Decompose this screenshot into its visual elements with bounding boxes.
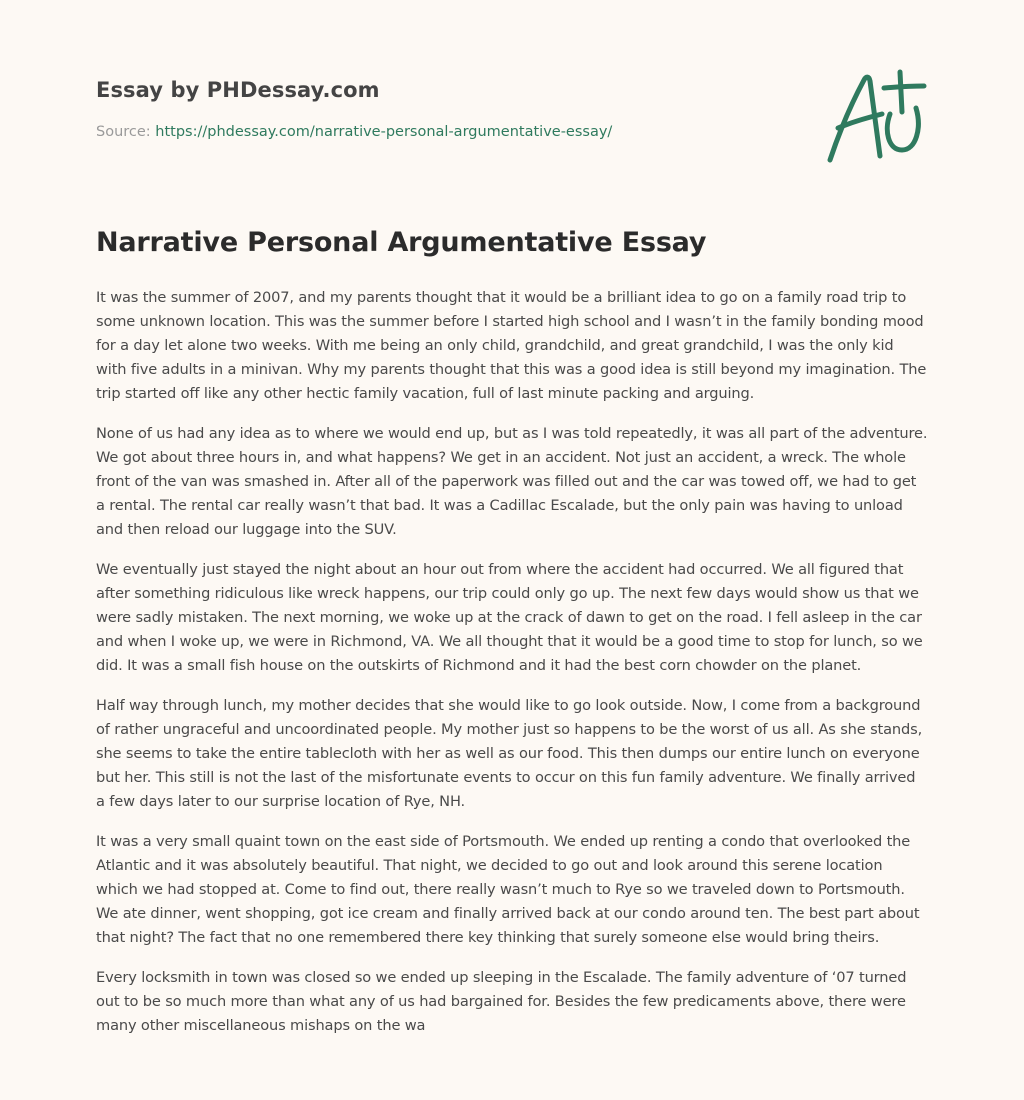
essay-title: Narrative Personal Argumentative Essay — [96, 227, 707, 258]
essay-body — [96, 286, 928, 1090]
a-plus-logo-icon — [820, 64, 930, 168]
essay-paragraph: We eventually just stayed the night about an hour out from where the accident had occurred. We all figured that after something ridiculous like wreck happens, our trip could only go up. The next few days would show us that we were sadly mistaken. The next morning, we woke up at the crack of dawn to get on the road. I fell asleep in the car and when I woke up, we were in Richmond, VA. We all thought that it would be a good time to stop for lunch, so we did. It was a small fish house on the outskirts of Richmond and it had the best corn chowder on the planet. — [96, 561, 923, 674]
essay-paragraph: It was a very small quaint town on the east side of Portsmouth. We ended up renting a condo that overlooked the Atlantic and it was absolutely beautiful. That night, we decided to go out and look around this serene location which we had stopped at. Come to find out, there really wasn’t much to Rye so we traveled down to Portsmouth. We ate dinner, went shopping, got ice cream and finally arrived back at our condo around ten. The best part about that night? The fact that no one remembered there key thinking that surely someone else would bring theirs. — [96, 833, 920, 946]
source-link[interactable]: https://phdessay.com/narrative-personal-argumentative-essay/ — [155, 124, 613, 140]
essay-paragraph: Half way through lunch, my mother decides that she would like to go look outside. Now, I come from a background of rather ungraceful and uncoordinated people. My mother just so happens to be the worst of us all. As she stands, she seems to take the entire tablecloth with her as well as our food. This then dumps our entire lunch on everyone but her. This still is not the last of the misfortunate events to occur on this fun family adventure. We finally arrived a few days later to our surprise location of Rye, NH. — [96, 697, 923, 810]
essay-paragraph: None of us had any idea as to where we would end up, but as I was told repeatedly, it was all part of the adventure. We got about three hours in, and what happens? We get in an accident. Not just an accident, a wreck. The whole front of the van was smashed in. After all of the paperwork was filled out and the car was towed off, we had to get a rental. The rental car really wasn’t that bad. It was a Cadillac Escalade, but the only pain was having to unload and then reload our luggage into the SUV. — [96, 425, 928, 538]
source-line — [96, 124, 612, 140]
site-title: Essay by PHDessay.com — [96, 78, 380, 102]
essay-paragraph: It was the summer of 2007, and my parents thought that it would be a brilliant idea to go on a family road trip to some unknown location. This was the summer before I started high school and I wasn’t in the family bonding mood for a day let alone two weeks. With me being an only child, grandchild, and great grandchild, I was the only kid with five adults in a minivan. Why my parents thought that this was a good idea is still beyond my imagination. The trip started off like any other hectic family vacation, full of last minute packing and arguing. — [96, 289, 927, 402]
essay-paragraph: Every locksmith in town was closed so we ended up sleeping in the Escalade. The family adventure of ‘07 turned out to be so much more than what any of us had bargained for. Besides the few predicaments above, there were many other miscellaneous mishaps on the wa — [96, 969, 907, 1034]
source-label: Source: — [96, 124, 156, 140]
